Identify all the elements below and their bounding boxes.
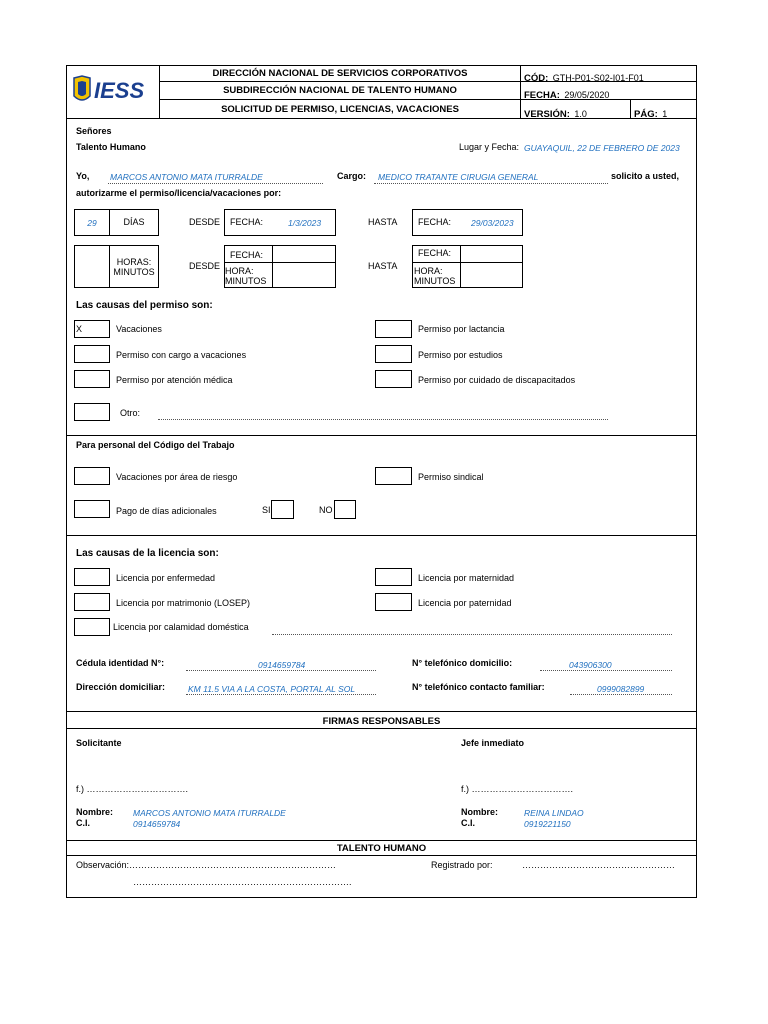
- desde-label: DESDE: [189, 217, 221, 227]
- firma-solicitante-line[interactable]: f.) …………………………….: [76, 784, 188, 794]
- solicitante-title: Solicitante: [76, 738, 122, 748]
- firmas-bottom-line: [66, 728, 697, 729]
- fecha-field: [524, 85, 609, 103]
- hasta2-fecha-label: FECHA:: [418, 248, 452, 258]
- version-label: VERSIÓN:: [524, 109, 570, 120]
- fecha-label: FECHA:: [524, 90, 560, 101]
- observacion-field-2[interactable]: ……………………………………………………………….: [133, 877, 352, 887]
- pago-label: Pago de días adicionales: [116, 506, 217, 516]
- header-row-line-2: [159, 99, 697, 100]
- logo-text: IESS: [94, 78, 145, 103]
- no-label: NO: [319, 505, 333, 515]
- direccion-dotted-line: [186, 694, 376, 695]
- causas-permiso-title: Las causas del permiso son:: [76, 300, 213, 311]
- calamidad-dotted-line[interactable]: [272, 634, 672, 635]
- otro-label: Otro:: [120, 408, 141, 418]
- desde2-fecha-label: FECHA:: [230, 250, 264, 260]
- sindical-checkbox[interactable]: [375, 467, 412, 485]
- si-label: SI: [262, 505, 271, 515]
- discapacitados-label: Permiso por cuidado de discapacitados: [418, 375, 576, 385]
- matrimonio-checkbox[interactable]: [74, 593, 110, 611]
- senores-text: Señores: [76, 126, 112, 136]
- desde-fecha-label: FECHA:: [230, 217, 264, 227]
- section-line-licencia: [66, 535, 697, 536]
- iess-logo: [70, 74, 156, 106]
- header-divider-code: [520, 65, 521, 118]
- sindical-label: Permiso sindical: [418, 472, 484, 482]
- fecha-value: 29/05/2020: [564, 90, 610, 100]
- lactancia-checkbox[interactable]: [375, 320, 412, 338]
- maternidad-label: Licencia por maternidad: [418, 573, 515, 583]
- header-bottom-line: [66, 118, 697, 119]
- lugar-value: GUAYAQUIL, 22 DE FEBRERO DE 2023: [524, 143, 680, 153]
- firmas-top-line: [66, 711, 697, 712]
- sol-nombre-value: MARCOS ANTONIO MATA ITURRALDE: [133, 808, 286, 818]
- firma-jefe-line[interactable]: f.) …………………………….: [461, 784, 573, 794]
- si-checkbox[interactable]: [271, 500, 294, 519]
- registrado-field[interactable]: ……………………………………………: [522, 860, 675, 870]
- discapacitados-checkbox[interactable]: [375, 370, 412, 388]
- cod-label: CÓD:: [524, 73, 549, 84]
- jefe-ci-value: 0919221150: [524, 819, 571, 829]
- talento-humano-text: Talento Humano: [76, 142, 146, 152]
- talento-bottom-line: [66, 855, 697, 856]
- estudios-checkbox[interactable]: [375, 345, 412, 363]
- lugar-label: Lugar y Fecha:: [459, 142, 520, 152]
- causas-licencia-title: Las causas de la licencia son:: [76, 548, 219, 559]
- dias-label: DÍAS: [123, 217, 145, 227]
- calamidad-checkbox[interactable]: [74, 618, 110, 636]
- tel-dom-dotted-line: [540, 670, 672, 671]
- solicitante-name: MARCOS ANTONIO MATA ITURRALDE: [110, 172, 263, 182]
- lactancia-label: Permiso por lactancia: [418, 324, 505, 334]
- enfermedad-label: Licencia por enfermedad: [116, 573, 216, 583]
- cargo-dotted-line: [374, 183, 608, 184]
- hasta2-split: [412, 262, 523, 263]
- sol-nombre-label: Nombre:: [76, 807, 114, 817]
- yo-label: Yo,: [76, 171, 90, 181]
- hasta-fecha-value: 29/03/2023: [471, 218, 514, 228]
- cargo-vacaciones-label: Permiso con cargo a vacaciones: [116, 350, 247, 360]
- jefe-nombre-value: REINA LINDAO: [524, 808, 584, 818]
- observacion-field[interactable]: Observación:……………………………………………………………: [76, 860, 337, 870]
- registrado-label: Registrado por:: [431, 860, 493, 870]
- hasta2-hora-label: HORA: MINUTOS: [414, 266, 456, 286]
- enfermedad-checkbox[interactable]: [74, 568, 110, 586]
- talento-title: TALENTO HUMANO: [336, 843, 427, 854]
- estudios-label: Permiso por estudios: [418, 350, 503, 360]
- version-field: [524, 104, 587, 122]
- otro-checkbox[interactable]: [74, 403, 110, 421]
- firmas-title: FIRMAS RESPONSABLES: [322, 716, 441, 727]
- cedula-label: Cédula identidad N°:: [76, 658, 165, 668]
- pag-field: [634, 104, 667, 122]
- autorizar-text: autorizarme el permiso/licencia/vacaciones por:: [76, 188, 282, 198]
- paternidad-label: Licencia por paternidad: [418, 598, 512, 608]
- talento-top-line: [66, 840, 697, 841]
- direccion-label: Dirección domiciliar:: [76, 682, 166, 692]
- calamidad-label: Licencia por calamidad doméstica: [113, 622, 249, 632]
- horas-label: HORAS: MINUTOS: [113, 257, 155, 277]
- codigo-trabajo-title: Para personal del Código del Trabajo: [76, 440, 235, 450]
- otro-dotted-line[interactable]: [158, 419, 608, 420]
- sol-ci-value: 0914659784: [133, 819, 181, 829]
- desde2-hora-label: HORA: MINUTOS: [225, 266, 267, 286]
- riesgo-checkbox[interactable]: [74, 467, 110, 485]
- jefe-nombre-label: Nombre:: [461, 807, 499, 817]
- pag-label: PÁG:: [634, 109, 658, 120]
- maternidad-checkbox[interactable]: [375, 568, 412, 586]
- direccion-value: KM 11.5 VIA A LA COSTA, PORTAL AL SOL: [188, 684, 356, 694]
- hasta-fecha-label: FECHA:: [418, 217, 452, 227]
- vacaciones-mark: X: [76, 324, 83, 334]
- jefe-ci-label: C.I.: [461, 818, 476, 828]
- no-checkbox[interactable]: [334, 500, 356, 519]
- dias-value: 29: [87, 218, 97, 228]
- cod-value: GTH-P01-S02-I01-F01: [552, 73, 644, 83]
- header-line-1: DIRECCIÓN NACIONAL DE SERVICIOS CORPORATIVOS: [212, 68, 468, 79]
- desde2-split: [224, 262, 336, 263]
- tel-dom-value: 043906300: [569, 660, 612, 670]
- hasta-label: HASTA: [368, 217, 398, 227]
- pago-checkbox[interactable]: [74, 500, 110, 518]
- paternidad-checkbox[interactable]: [375, 593, 412, 611]
- vacaciones-label: Vacaciones: [116, 324, 162, 334]
- cargo-value: MEDICO TRATANTE CIRUGIA GENERAL: [378, 172, 539, 182]
- tel-fam-value: 0999082899: [597, 684, 645, 694]
- pag-value: 1: [662, 109, 668, 119]
- atencion-medica-checkbox[interactable]: [74, 370, 110, 388]
- header-line-2: SUBDIRECCIÓN NACIONAL DE TALENTO HUMANO: [223, 85, 457, 96]
- cedula-dotted-line: [186, 670, 376, 671]
- tel-dom-label: N° telefónico domicilio:: [412, 658, 513, 668]
- matrimonio-label: Licencia por matrimonio (LOSEP): [116, 598, 251, 608]
- horas-box[interactable]: [74, 245, 110, 288]
- jefe-title: Jefe inmediato: [461, 738, 525, 748]
- desde2-label: DESDE: [189, 261, 221, 271]
- cargo-vacaciones-checkbox[interactable]: [74, 345, 110, 363]
- cedula-value: 0914659784: [258, 660, 306, 670]
- version-value: 1.0: [574, 109, 587, 119]
- desde-fecha-value: 1/3/2023: [288, 218, 322, 228]
- tel-fam-dotted-line: [570, 694, 672, 695]
- hasta2-label: HASTA: [368, 261, 398, 271]
- name-dotted-line: [108, 183, 323, 184]
- cargo-label: Cargo:: [337, 171, 366, 181]
- header-line-3: SOLICITUD DE PERMISO, LICENCIAS, VACACIONES: [221, 104, 459, 115]
- solicito-text: solicito a usted,: [611, 171, 680, 181]
- riesgo-label: Vacaciones por área de riesgo: [116, 472, 238, 482]
- header-divider-page: [630, 100, 631, 118]
- cod-field: [524, 68, 644, 86]
- atencion-medica-label: Permiso por atención médica: [116, 375, 233, 385]
- section-line-codigo: [66, 435, 697, 436]
- sol-ci-label: C.I.: [76, 818, 91, 828]
- tel-fam-label: N° telefónico contacto familiar:: [412, 682, 545, 692]
